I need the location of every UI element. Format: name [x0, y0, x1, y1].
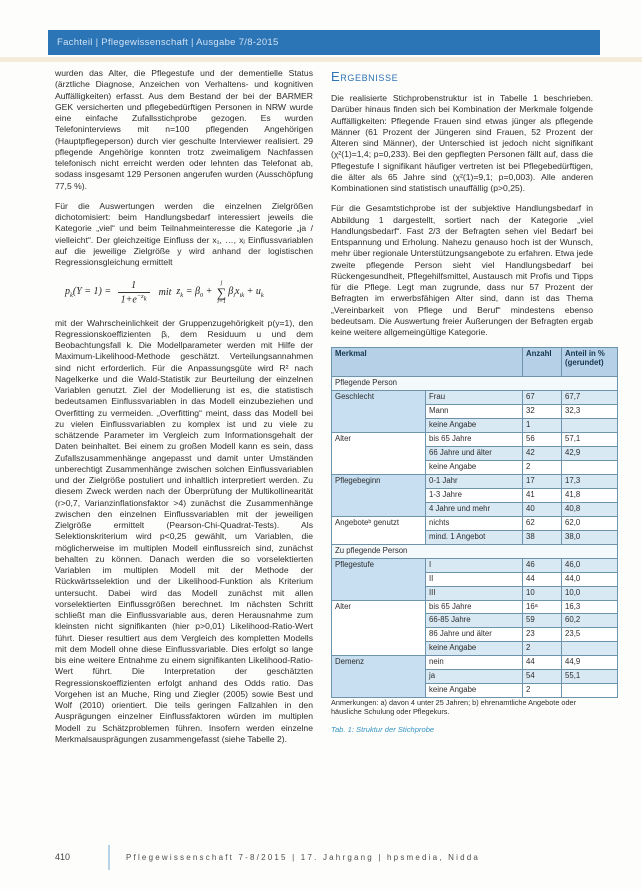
cell-label: Mann — [426, 405, 523, 419]
cell-percent — [562, 684, 618, 698]
cell-percent: 42,9 — [562, 447, 618, 461]
cell-percent: 44,0 — [562, 572, 618, 586]
cell-count: 59 — [523, 614, 562, 628]
cell-percent: 10,0 — [562, 586, 618, 600]
table-row — [332, 656, 618, 670]
body-paragraph: wurden das Alter, die Pflegestufe und der dementielle Status (ärztliche Diagnose, Anzeichen von Verhaltens- und kognitiven Auffälligkeiten) erfasst. Aus dem Bestand der bei der BARMER GEK versicherten und pflegebedürftigen Personen in NRW wurde eine einfache Zufallsstichprobe gezogen. Es wurden Telefoninterviews mit n=100 pflegenden Angehörigen (Hauptpflegeperson) durch vier geschulte Interviewer realisiert. 29 pflegende Angehörige konnten trotz zweimaligem Nachfassen telefonisch nicht erreicht werden oder lehnten das Telefonat ab, sodass insgesamt 129 Personen angerufen wurden (Ausschöpfung 77,5 %). — [55, 68, 313, 191]
cell-percent: 23,5 — [562, 628, 618, 642]
table-row — [332, 391, 618, 405]
cell-count: 2 — [523, 642, 562, 656]
cell-label: ja — [426, 670, 523, 684]
cell-count: 54 — [523, 670, 562, 684]
cell-percent: 38,0 — [562, 530, 618, 544]
cell-count: 38 — [523, 530, 562, 544]
page-content — [55, 68, 605, 754]
formula-rhs: $\beta_ix_{ik} + u_k$ — [228, 286, 264, 300]
cell-percent: 40,8 — [562, 502, 618, 516]
cell-label: 4 Jahre und mehr — [426, 502, 523, 516]
cell-label: 0-1 Jahr — [426, 474, 523, 488]
cell-label: 1-3 Jahre — [426, 488, 523, 502]
logistic-regression-formula — [65, 280, 313, 305]
cell-count: 2 — [523, 460, 562, 474]
cell-percent: 16,3 — [562, 600, 618, 614]
section-heading-ergebnisse: Ergebnisse — [331, 69, 399, 84]
column-header-anteil: Anteil in % (gerundet) — [562, 348, 618, 377]
cell-label: nichts — [426, 516, 523, 530]
cell-count: 67 — [523, 391, 562, 405]
cell-count: 17 — [523, 474, 562, 488]
cell-percent — [562, 419, 618, 433]
cell-label: 66 Jahre und älter — [426, 447, 523, 461]
cell-percent: 60,2 — [562, 614, 618, 628]
body-paragraph: Die realisierte Stichprobenstruktur ist in Tabelle 1 beschrieben. Darüber hinaus finden sich bei Kombination der Merkmale folgende Auffälligkeiten: Pflegende Frauen sind etwas jünger als pflegende Männer (61 Prozent der Jüngeren sind Frauen, 52 Prozent der Älteren sind Männer), der Unterschied ist jedoch nicht signifikant (χ²(1)=1,4; p=0,233). Bei den gepflegten Personen fällt auf, dass die Pflegestufe I signifikant häufiger vertreten ist bei Pflegebedürftigen, die älter als 65 Jahre sind (χ²(1)=9,1; p=0,003). Alle anderen Kombinationen sind statistisch unauffällig (p>0,25). — [331, 93, 593, 194]
cell-percent — [562, 460, 618, 474]
header-divider-rule — [0, 57, 642, 62]
cell-category: Angeboteᵇ genutzt — [332, 516, 426, 544]
cell-category: Demenz — [332, 656, 426, 698]
table-section-row — [332, 377, 618, 391]
formula-lhs: $p_k(Y = 1)$ = — [65, 286, 114, 300]
cell-count: 62 — [523, 516, 562, 530]
table-section-row — [332, 544, 618, 558]
sample-structure-table — [331, 347, 618, 698]
cell-count: 56 — [523, 433, 562, 447]
cell-category: Pflegebeginn — [332, 474, 426, 516]
cell-percent: 32,3 — [562, 405, 618, 419]
cell-label: II — [426, 572, 523, 586]
cell-percent: 55,1 — [562, 670, 618, 684]
cell-label: keine Angabe — [426, 460, 523, 474]
summation-symbol: j ∑ i=1 — [216, 280, 227, 306]
left-column — [55, 68, 313, 754]
cell-label: keine Angabe — [426, 419, 523, 433]
cell-label: 86 Jahre und älter — [426, 628, 523, 642]
table-notes: Anmerkungen: a) davon 4 unter 25 Jahren; b) ehrenamtliche Angebote oder häusliche Schulung oder Pflegekurs. — [331, 698, 577, 717]
header-bar — [48, 30, 600, 55]
cell-percent: 17,3 — [562, 474, 618, 488]
cell-percent: 44,9 — [562, 656, 618, 670]
cell-percent: 57,1 — [562, 433, 618, 447]
table-header-row — [332, 348, 618, 377]
body-paragraph: mit der Wahrscheinlichkeit der Gruppenzugehörigkeit p(y=1), den Regressionskoeffizienten βᵢ, dem Residuum u und dem Beobachtungsfall k. Die Modellparameter werden mit Hilfe der Maximum-Likelihood-Methode geschätzt. Verteilungsannahmen sind nicht erforderlich. Für die Anpassungsgüte wird R² nach Nagelkerke und die Wald-Statistik zur Beurteilung der einzelnen Variablen genutzt. Ziel der Modellierung ist es, die statistisch bedeutsamen Einflussvariablen in das Modell einzubeziehen und Overfitting zu vermeiden. „Overfitting“ meint, dass das Modell bei zu vielen Einflussvariablen zu komplex ist und zu viele zu schätzende Parameter im Vergleich zum Informationsgehalt der Daten beinhaltet. Bei einem zu großen Modell kann es sein, dass Zufallszusammenhänge angepasst und damit unter Umständen unberechtigt Zusammenhänge zwischen solchen Einflussvariablen und der Zielgröße postuliert und inhaltlich interpretiert werden. Zu diesem Zweck werden nach der Überprüfung der Multikollinearität (r>0,7, Varianzinflationsfaktor >4) zunächst die Zusammenhänge zwischen den einzelnen Einflussvariablen mit der jeweiligen Zielgröße ermittelt (Pearson-Chi-Quadrat-Tests). Als Selektionskriterium wird p<0,25 gewählt, um Variablen, die möglicherweise im multiplen Modell einflussreich sind, zunächst behalten zu können. Danach werden die so vorselektierten Variablen im multiplen Modell mit der Methode der Rückwärtsselektion und der Likelihood-Funktion als Kriterium untersucht. Dabei wird das Modell zunächst mit allen vorselektierten Einflussgrößen berechnet. Im nächsten Schritt schließt man die Einflussvariable aus, deren Herausnahme zum kleinsten nicht signifikanten (hier p>0,01) Likelihood-Ratio-Wert führt. Dieser resultiert aus dem Vergleich des kompletten Modells mit dem Modell ohne diese Einflussvariable. Dies erfolgt so lange bis eine weitere Entnahme zu einem signifikanten Likelihood-Ratio-Wert führt. Die Interpretation der geschätzten Regressionskoeffizienten erfolgt anhand des Odds ratio. Das Vorgehen ist an Muche, Ring und Ziegler (2005) sowie Best und Wolf (2010) orientiert. Die teils geringen Fallzahlen in den Ausprägungen einzelner Einflussfaktoren würden im multiplen Modell zu Schätzproblemen führen. Insofern werden einzelne Merkmalsausprägungen zusammengefasst (siehe Tabelle 2). — [55, 317, 313, 744]
table-row — [332, 558, 618, 572]
cell-percent: 62,0 — [562, 516, 618, 530]
cell-count: 32 — [523, 405, 562, 419]
table-section-label: Pflegende Person — [332, 377, 618, 391]
footer-divider-rule — [108, 845, 110, 870]
cell-count: 1 — [523, 419, 562, 433]
right-column — [331, 68, 605, 754]
table-section-label: Zu pflegende Person — [332, 544, 618, 558]
cell-category: Alter — [332, 600, 426, 656]
formula-fraction: $\frac{1}{1+e^{-z_k}}$ — [118, 280, 150, 305]
cell-count: 42 — [523, 447, 562, 461]
cell-label: bis 65 Jahre — [426, 600, 523, 614]
cell-label: keine Angabe — [426, 642, 523, 656]
cell-percent: 41,8 — [562, 488, 618, 502]
cell-label: 66-85 Jahre — [426, 614, 523, 628]
cell-label: keine Angabe — [426, 684, 523, 698]
cell-label: III — [426, 586, 523, 600]
body-paragraph: Für die Gesamtstichprobe ist der subjektive Handlungsbedarf in Abbildung 1 dargestellt, sortiert nach der Kategorie „viel Handlungsbedarf“. Fast 2/3 der Befragten sehen viel Bedarf bei Entspannung und Erholung. Nahezu genauso hoch ist der Wunsch, mehr über regionale Unterstützungsangebote zu erfahren. Etwa jede zweite pflegende Person sieht viel Handlungsbedarf bei Rückengesundheit, Pflegehilfsmittel, Austausch mit Profis und Tipps für die Pflege. Legt man zugrunde, dass nur 57 Prozent der Befragten im erwerbsfähigen Alter sind, dann ist das Thema „Vereinbarkeit von Pflege und Beruf“ mindestens ebenso bedeutsam. Die Auswertung freier Äußerungen der Befragten ergab keine weitere allgemeingültige Kategorie. — [331, 203, 593, 338]
cell-count: 41 — [523, 488, 562, 502]
cell-count: 40 — [523, 502, 562, 516]
footer-journal-line: Pflegewissenschaft 7-8/2015 | 17. Jahrgang | hpsmedia, Nidda — [126, 853, 481, 862]
cell-label: mind. 1 Angebot — [426, 530, 523, 544]
table-row — [332, 433, 618, 447]
cell-category: Pflegestufe — [332, 558, 426, 600]
cell-label: bis 65 Jahre — [426, 433, 523, 447]
cell-label: nein — [426, 656, 523, 670]
table-row — [332, 600, 618, 614]
cell-count: 23 — [523, 628, 562, 642]
table-caption: Tab. 1: Struktur der Stichprobe — [331, 725, 435, 735]
page-number: 410 — [55, 852, 71, 862]
cell-label: Frau — [426, 391, 523, 405]
cell-label: I — [426, 558, 523, 572]
cell-count: 10 — [523, 586, 562, 600]
cell-category: Geschlecht — [332, 391, 426, 433]
cell-count: 44 — [523, 656, 562, 670]
table-row — [332, 474, 618, 488]
column-header-anzahl: Anzahl — [523, 348, 562, 377]
cell-count: 2 — [523, 684, 562, 698]
cell-percent: 67,7 — [562, 391, 618, 405]
formula-denominator: $1+e^{-z_k}$ — [118, 292, 150, 306]
formula-mit: mit — [153, 287, 177, 299]
body-paragraph: Für die Auswertungen werden die einzelnen Zielgrößen dichotomisiert: beim Handlungsbedarf interessiert jeweils die Kategorie „viel“ und beim Teilnahmeinteresse die Kategorie „ja / vielleicht“. Der gleichzeitige Einfluss der x₁, …, xⱼ Einflussvariablen auf die jeweilige Zielgröße y wird anhand der logistischen Regressionsgleichung ermittelt — [55, 200, 313, 267]
cell-count: 16ᵃ — [523, 600, 562, 614]
cell-category: Alter — [332, 433, 426, 475]
formula-z-term: $z_k = \beta_0$ + — [176, 286, 215, 300]
cell-count: 44 — [523, 572, 562, 586]
cell-count: 46 — [523, 558, 562, 572]
cell-percent: 46,0 — [562, 558, 618, 572]
header-bar-text: Fachteil | Pflegewissenschaft | Ausgabe 7/8-2015 — [57, 37, 279, 48]
column-header-merkmal: Merkmal — [332, 348, 523, 377]
cell-percent — [562, 642, 618, 656]
table-row — [332, 516, 618, 530]
